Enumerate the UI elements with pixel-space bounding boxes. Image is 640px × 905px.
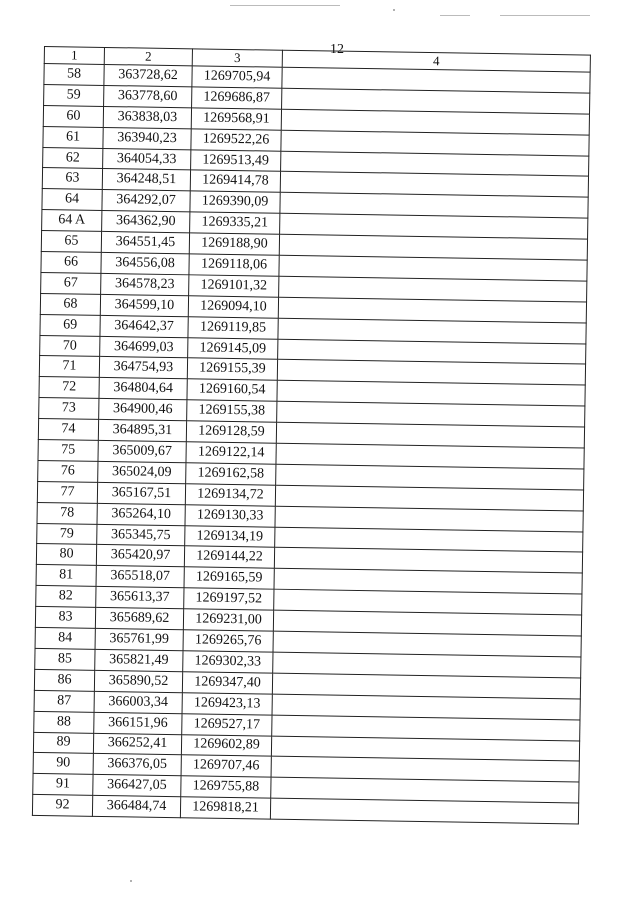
y-coordinate-cell: 1269094,10 [188, 296, 278, 318]
note-cell [270, 798, 578, 824]
point-number-cell: 86 [34, 669, 94, 691]
point-number-cell: 64 [42, 189, 102, 211]
x-coordinate-cell: 364642,37 [100, 315, 188, 337]
point-number-cell: 59 [44, 84, 104, 106]
y-coordinate-cell: 1269122,14 [186, 442, 276, 464]
x-coordinate-cell: 364551,45 [101, 232, 189, 254]
x-coordinate-cell: 364248,51 [102, 169, 190, 191]
scan-speck [393, 9, 395, 11]
x-coordinate-cell: 366252,41 [93, 733, 181, 755]
x-coordinate-cell: 364578,23 [101, 273, 189, 295]
x-coordinate-cell: 365613,37 [96, 587, 184, 609]
point-number-cell: 76 [38, 460, 98, 482]
y-coordinate-cell: 1269390,09 [190, 191, 280, 213]
x-coordinate-cell: 364754,93 [99, 357, 187, 379]
point-number-cell: 66 [41, 251, 101, 273]
x-coordinate-cell: 365761,99 [95, 628, 183, 650]
y-coordinate-cell: 1269162,58 [186, 463, 276, 485]
y-coordinate-cell: 1269335,21 [190, 212, 280, 234]
point-number-cell: 63 [42, 168, 102, 190]
point-number-cell: 67 [41, 272, 101, 294]
y-coordinate-cell: 1269302,33 [183, 651, 273, 673]
x-coordinate-cell: 365009,67 [98, 440, 186, 462]
point-number-cell: 62 [43, 147, 103, 169]
point-number-cell: 69 [40, 314, 100, 336]
y-coordinate-cell: 1269527,17 [182, 713, 272, 735]
point-number-cell: 85 [35, 648, 95, 670]
y-coordinate-cell: 1269686,87 [192, 87, 282, 109]
point-number-cell: 87 [34, 690, 94, 712]
y-coordinate-cell: 1269188,90 [189, 233, 279, 255]
point-number-cell: 80 [36, 544, 96, 566]
point-number-cell: 90 [33, 753, 93, 775]
point-number-cell: 77 [37, 481, 97, 503]
y-coordinate-cell: 1269705,94 [192, 66, 282, 88]
table-body [32, 64, 590, 825]
x-coordinate-cell: 365821,49 [95, 649, 183, 671]
y-coordinate-cell: 1269231,00 [183, 609, 273, 631]
point-number-cell: 61 [43, 126, 103, 148]
y-coordinate-cell: 1269155,39 [187, 358, 277, 380]
x-coordinate-cell: 365167,51 [97, 482, 185, 504]
x-coordinate-cell: 366484,74 [92, 796, 180, 818]
y-coordinate-cell: 1269602,89 [181, 734, 271, 756]
x-coordinate-cell: 363940,23 [103, 127, 191, 149]
x-coordinate-cell: 366376,05 [93, 754, 181, 776]
scan-artifact-line [500, 15, 590, 16]
x-coordinate-cell: 365264,10 [97, 503, 185, 525]
x-coordinate-cell: 364699,03 [100, 336, 188, 358]
y-coordinate-cell: 1269144,22 [184, 546, 274, 568]
y-coordinate-cell: 1269755,88 [181, 776, 271, 798]
point-number-cell: 89 [33, 732, 93, 754]
y-coordinate-cell: 1269522,26 [191, 128, 281, 150]
x-coordinate-cell: 363728,62 [104, 64, 192, 86]
y-coordinate-cell: 1269101,32 [189, 275, 279, 297]
x-coordinate-cell: 365024,09 [98, 461, 186, 483]
point-number-cell: 73 [39, 398, 99, 420]
point-number-cell: 91 [33, 774, 93, 796]
y-coordinate-cell: 1269414,78 [190, 170, 280, 192]
scan-artifact-line [230, 5, 340, 6]
y-coordinate-cell: 1269423,13 [182, 692, 272, 714]
point-number-cell: 75 [38, 439, 98, 461]
y-coordinate-cell: 1269118,06 [189, 254, 279, 276]
y-coordinate-cell: 1269707,46 [181, 755, 271, 777]
point-number-cell: 83 [35, 607, 95, 629]
y-coordinate-cell: 1269128,59 [186, 421, 276, 443]
y-coordinate-cell: 1269119,85 [188, 316, 278, 338]
y-coordinate-cell: 1269513,49 [191, 149, 281, 171]
x-coordinate-cell: 366003,34 [94, 691, 182, 713]
point-number-cell: 72 [39, 377, 99, 399]
y-coordinate-cell: 1269818,21 [180, 797, 270, 819]
coordinates-table [32, 46, 591, 825]
x-coordinate-cell: 363778,60 [104, 85, 192, 107]
x-coordinate-cell: 364900,46 [99, 399, 187, 421]
x-coordinate-cell: 364054,33 [103, 148, 191, 170]
x-coordinate-cell: 365890,52 [94, 670, 182, 692]
point-number-cell: 68 [40, 293, 100, 315]
point-number-cell: 60 [43, 105, 103, 127]
y-coordinate-cell: 1269165,59 [184, 567, 274, 589]
y-coordinate-cell: 1269130,33 [185, 504, 275, 526]
y-coordinate-cell: 1269197,52 [184, 588, 274, 610]
x-coordinate-cell: 364599,10 [100, 294, 188, 316]
point-number-cell: 82 [36, 586, 96, 608]
scan-speck [130, 880, 132, 882]
column-header-x: 2 [104, 47, 192, 65]
point-number-cell: 81 [36, 565, 96, 587]
column-header-point: 1 [44, 47, 104, 65]
x-coordinate-cell: 366151,96 [94, 712, 182, 734]
y-coordinate-cell: 1269134,19 [185, 525, 275, 547]
point-number-cell: 58 [44, 64, 104, 86]
y-coordinate-cell: 1269145,09 [188, 337, 278, 359]
x-coordinate-cell: 364804,64 [99, 378, 187, 400]
point-number-cell: 74 [38, 419, 98, 441]
point-number-cell: 92 [32, 795, 92, 817]
y-coordinate-cell: 1269160,54 [187, 379, 277, 401]
y-coordinate-cell: 1269568,91 [191, 108, 281, 130]
point-number-cell: 84 [35, 627, 95, 649]
x-coordinate-cell: 364292,07 [102, 190, 190, 212]
column-header-y: 3 [192, 49, 282, 67]
point-number-cell: 64 A [42, 210, 102, 232]
point-number-cell: 78 [37, 502, 97, 524]
point-number-cell: 88 [34, 711, 94, 733]
y-coordinate-cell: 1269347,40 [182, 672, 272, 694]
x-coordinate-cell: 364362,90 [102, 211, 190, 233]
x-coordinate-cell: 366427,05 [93, 775, 181, 797]
x-coordinate-cell: 365689,62 [95, 608, 183, 630]
x-coordinate-cell: 365345,75 [97, 524, 185, 546]
page-number: 12 [330, 42, 344, 57]
point-number-cell: 70 [40, 335, 100, 357]
point-number-cell: 65 [41, 231, 101, 253]
x-coordinate-cell: 364556,08 [101, 252, 189, 274]
x-coordinate-cell: 364895,31 [98, 420, 186, 442]
x-coordinate-cell: 365518,07 [96, 566, 184, 588]
x-coordinate-cell: 363838,03 [103, 106, 191, 128]
y-coordinate-cell: 1269265,76 [183, 630, 273, 652]
document-table-container [32, 46, 590, 825]
x-coordinate-cell: 365420,97 [96, 545, 184, 567]
point-number-cell: 71 [39, 356, 99, 378]
y-coordinate-cell: 1269134,72 [185, 484, 275, 506]
scan-artifact-line [440, 15, 470, 16]
point-number-cell: 79 [37, 523, 97, 545]
column-header-notes: 4 [282, 50, 590, 72]
y-coordinate-cell: 1269155,38 [187, 400, 277, 422]
